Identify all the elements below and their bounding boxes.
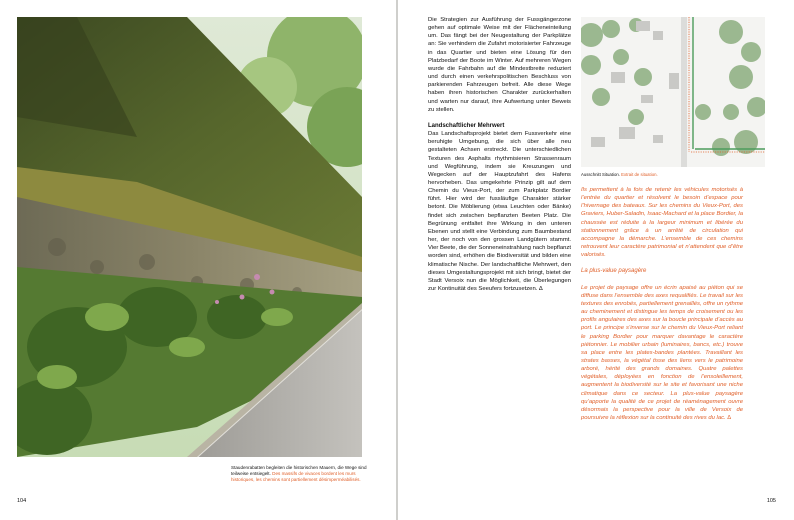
photo-illustration	[17, 17, 362, 457]
french-column	[581, 186, 743, 422]
right-page	[398, 0, 794, 520]
caption-de: Staudenrabatten begleiten die historischen Mauern, die Wege sind teilweise entsiegelt.	[231, 465, 367, 476]
page-number-right: 105	[766, 498, 776, 504]
photo-wall-planting	[17, 17, 362, 457]
photo-caption	[231, 465, 371, 482]
site-plan-illustration	[581, 17, 765, 167]
de-paragraph-1: Die Strategien zur Ausführung der Fussgängerzone gehen auf optimale Weise mit der Flächeneinteilung um. Das fängt bei der Neugestaltung der Parkplätze an: Sie verhindern die Zufahrt motorisierter Fahrzeuge in das Quartier und bieten eine Lösung für den Platzbedarf der Boote im Winter. Auf mehreren Wegen wurde die Fahrbahn auf die Mindestbreite reduziert und durch einen verkehrspolitischen Beschluss von parkierenden Fahrzeugen befreit. Alle diese Wege haben ihren historischen Charakter zurückerhalten und warten nur darauf, ihre Aufwertung unter Beweis zu stellen.	[428, 17, 571, 113]
caption-fr: Des massifs de vivaces bordent les murs historiques, les chemins sont partiellement désimperméabilisés.	[231, 470, 361, 482]
de-paragraph-2: Das Landschaftsprojekt bietet dem Fussverkehr eine beruhigte Umgebung, die sich über alle neu gestalteten Achsen erstreckt. Die unterschiedlichen Texturen des Asphalts rhythmisieren Strassenraum und Wegführung, indem sie Kreuzungen und Wegecken auf der Hauptzufahrt des Hafens hervorheben. Das umgekehrte Prinzip gilt auf dem Chemin du Vieux-Port, der zum Parkplatz Bordier führt. Hier wird der fussläufige Charakter stärker betont. Die Möblierung (etwa Leuchten oder Bänke) findet sich zwischen bepflanzten Beeten Platz. Die Begrünung entfaltet ihre Wirkung in den unteren Ebenen und stellt eine Verbindung zum Baumbestand her, der noch von den grossen Landgütern stammt. Vier Beete, die der Sonneneinstrahlung nach bepflanzt worden sind, erhöhen die Biodiversität und bilden eine klimatische Nische. Der landschaftliche Mehrwert, den dieses Umgestaltungsprojekt mit sich bringt, bietet der Stadt Versoix nun die Möglichkeit, die Überlegungen zur Kontinuität des Seeufers fortzusetzen. ∆	[428, 131, 571, 292]
page-number-left: 104	[17, 498, 27, 504]
map-caption-de: Ausschnitt Situation.	[581, 172, 620, 177]
fr-paragraph-2: Le projet de paysage offre un écrin apaisé au piéton qui se diffuse dans l’ensemble des axes requalifiés. Le travail sur les textures des enrobés, partiellement grenaillés, offre un rythme au cheminement et distingue les temps de croisement ou les profils angulaires des axes sur la boucle principale d’accès au port. Le principe s’inverse sur le chemin du Vieux-Port reliant le parking Bordier pour marquer davantage le caractère piétonnier. Le mobilier urbain (luminaires, bancs, etc.) trouve sa place entre les plates-bandes plantées. Travaillant les strates basses, la végétal tisse des liens vers le patrimoine arboré, hérité des grands domaines. Quatre palettes végétales, déployées en fonction de l’ensoleillement, augmentent la biodiversité sur le site et favorisant une niche climatique dans ce secteur. La plus-value paysagère qu’apporte la qualité de ce projet de réaménagement ouvre désormais la perspective pour la ville de Versoix de poursuivre la réflexion sur la continuité des rives du lac. ∆	[581, 284, 743, 422]
map-caption	[581, 172, 765, 178]
german-column	[428, 16, 571, 293]
left-page	[0, 0, 396, 520]
site-plan-map	[581, 17, 765, 167]
map-caption-fr: Extrait de situation.	[621, 172, 658, 177]
de-heading: Landschaftlicher Mehrwert	[428, 122, 505, 129]
fr-heading: La plus-value paysagère	[581, 268, 647, 275]
fr-paragraph-1: Ils permettent à la fois de retenir les véhicules motorisés à l’entrée du quartier et résolvent le besoin d’espace pour l’hivernage des bateaux. Sur les chemins du Vieux-Port, des Graviers, Huber-Saladin, Isaac-Machard et la place Bordier, la chaussée est réduite à la largeur minimum et libérée du stationnement grâce à un arrêté de circulation qui accompagne la démarche. L’ensemble de ces chemins retrouvent leur caractère patrimonial et n’attendent que d’être valorisés.	[581, 187, 743, 259]
